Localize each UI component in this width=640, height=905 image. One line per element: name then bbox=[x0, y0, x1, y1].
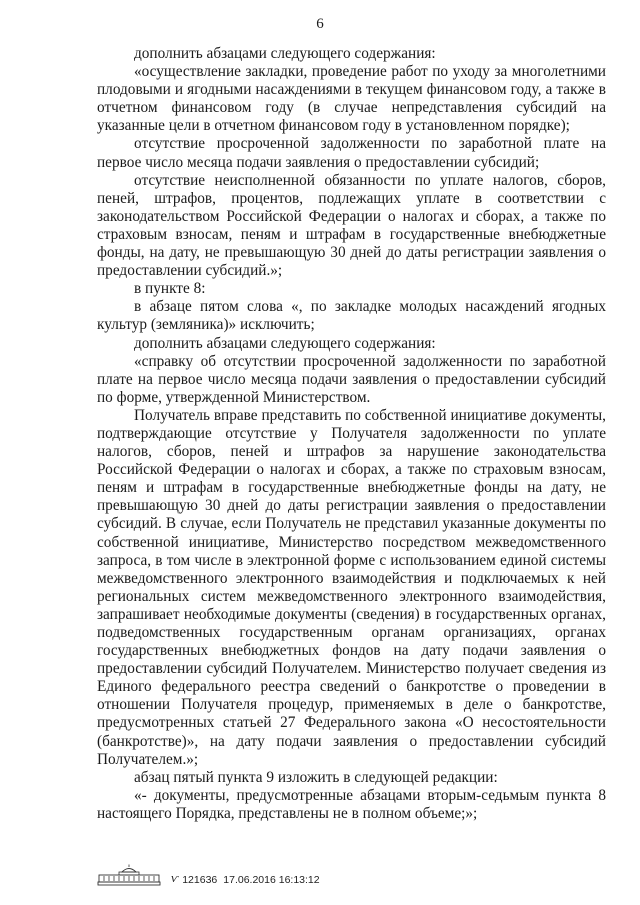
document-body bbox=[97, 45, 606, 823]
document-footer bbox=[97, 864, 320, 886]
document-timestamp: 17.06.2016 16:13:12 bbox=[223, 874, 320, 886]
paragraph: «осуществление закладки, проведение работ по уходу за многолетними плодовыми и ягодными насаждениями в текущем финансовом году, а также в отчетном финансовом году (в случае непредставления субсидий на указанные цели в отчетном финансовом году в установленном порядке); bbox=[97, 63, 606, 135]
paragraph: отсутствие неисполненной обязанности по уплате налогов, сборов, пеней, штрафов, процентов, подлежащих уплате в соответствии с законодательством Российской Федерации о налогах и сборах, а также по страховым взносам, пеням и штрафам в государственные внебюджетные фонды, на дату, не превышающую 30 дней до даты регистрации заявления о предоставлении субсидий.»; bbox=[97, 171, 606, 280]
paragraph: абзац пятый пункта 9 изложить в следующей редакции: bbox=[134, 768, 498, 786]
page-number: 6 bbox=[316, 16, 324, 32]
paragraph: в абзаце пятом слова «, по закладке молодых насаждений ягодных культур (земляника)» исключить; bbox=[97, 298, 606, 334]
building-emblem-icon bbox=[97, 864, 161, 886]
document-code: 121636 bbox=[182, 874, 218, 886]
paragraph: «справку об отсутствии просроченной задолженности по заработной плате на первое число месяца подачи заявления о предоставлении субсидий по форме, утвержденной Министерством. bbox=[97, 352, 606, 406]
signature-mark: ѵ bbox=[171, 870, 179, 885]
paragraph: «- документы, предусмотренные абзацами вторым-седьмым пункта 8 настоящего Порядка, представлены не в полном объеме;»; bbox=[97, 786, 606, 822]
paragraph: Получатель вправе представить по собственной инициативе документы, подтверждающие отсутствие у Получателя задолженности по уплате налогов, сборов, пеней и штрафов за нарушение законодательства Российской Федерации о налогах и сборах, а также по страховым взносам, пеням и штрафам в государственные внебюджетные фонды на дату, не превышающую 30 дней до даты регистрации заявления о предоставлении субсидий. В случае, если Получатель не представил указанные документы по собственной инициативе, Министерство посредством межведомственного запроса, в том числе в электронной форме с использованием единой системы межведомственного электронного взаимодействия и подключаемых к ней региональных систем межведомственного электронного взаимодействия, запрашивает необходимые документы (сведения) в государственных органах, подведомственных государственным органам организациях, органах государственных внебюджетных фондов на дату подачи заявления о предоставлении субсидий Получателем. Министерство получает сведения из Единого федерального реестра сведений о банкротстве о проведении в отношении Получателя процедур, применяемых в деле о банкротстве, предусмотренных статьей 27 Федерального закона «О несостоятельности (банкротстве)», на дату подачи заявления о предоставлении субсидий Получателем.»; bbox=[97, 406, 606, 768]
paragraph: отсутствие просроченной задолженности по заработной плате на первое число месяца подачи заявления о предоставлении субсидий; bbox=[97, 135, 606, 171]
paragraph: в пункте 8: bbox=[134, 280, 206, 298]
paragraph: дополнить абзацами следующего содержания: bbox=[134, 334, 436, 352]
paragraph: дополнить абзацами следующего содержания: bbox=[134, 45, 436, 62]
